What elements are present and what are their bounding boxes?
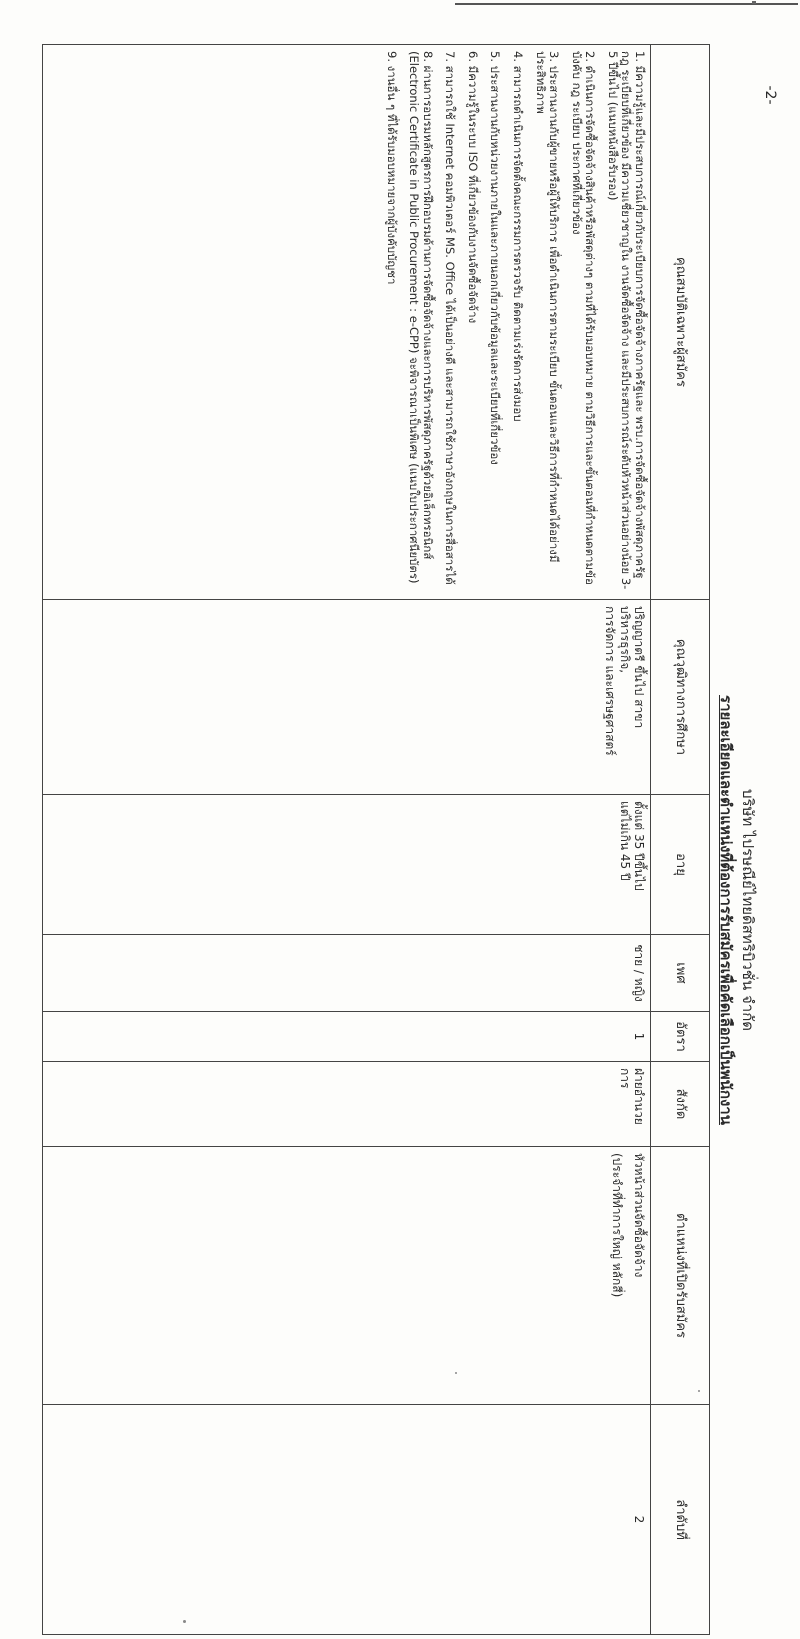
header-affiliation: สังกัด bbox=[651, 1062, 710, 1147]
header-education: คุณวุฒิทางการศึกษา bbox=[651, 600, 710, 795]
header-position: ตำแหน่งที่เปิดรับสมัคร bbox=[651, 1147, 710, 1405]
qualification-item: 3. ประสานงานกับผู้ขายหรือผู้ให้บริการ เพื่อดำเนินการตามระเบียบ ขั้นตอนและวิธีการที่กำหนดได้อย่างมีประสิทธิภาพ bbox=[533, 51, 562, 563]
position-location: (ประจำที่ทำการใหญ่ หลักสี่) bbox=[609, 1153, 624, 1298]
education-line: ปริญญาตรี ขึ้นไป สาขาบริหารธุรกิจ, bbox=[617, 606, 646, 729]
position-title: หัวหน้าส่วนจัดซื้อจัดจ้าง bbox=[632, 1153, 646, 1278]
gender-value: ชาย / หญิง bbox=[632, 944, 646, 1002]
qualification-item: 1. มีความรู้และมีประสบการณ์เกี่ยวกับระเบียบการจัดซื้อจัดจ้างภาครัฐและ พรบ.การจัดซื้อจัดจ้างพัสดุภาครัฐ กฎ ระเบียบที่เกี่ยวข้อง มีความเชี่ยวชาญใน งานจัดซื้อจัดจ้าง และมีประสบการณ์ระดับหัวหน้าส่วนอย่างน้อย 3-5 ปีขึ้นไป (แนบหนังสือรับรอง) bbox=[605, 51, 647, 590]
position-cell bbox=[43, 1147, 651, 1405]
table-row bbox=[43, 45, 651, 1635]
header-rate: อัตรา bbox=[651, 1012, 710, 1062]
order-cell bbox=[43, 1405, 651, 1635]
qualification-item: 4. สามารถดำเนินการจัดตั้งคณะกรรมการตรวจรับ ติดตามเร่งรัดการส่งมอบ bbox=[511, 51, 526, 422]
page-number: -2- bbox=[762, 85, 778, 105]
education-cell bbox=[43, 600, 651, 795]
age-line: ตั้งแต่ 35 ปีขึ้นไป bbox=[632, 801, 646, 891]
qualifications-cell bbox=[43, 45, 651, 600]
document-subtitle: รายละเอียดและตำแหน่งที่ต้องการรับสมัครเพื่อคัดเลือกเป็นพนักงาน bbox=[717, 695, 735, 1125]
age-cell bbox=[43, 795, 651, 935]
scan-speck bbox=[183, 1620, 186, 1623]
company-title: บริษัท ไปรษณีย์ไทยดิสทริบิวชั่น จำกัด bbox=[739, 788, 757, 1032]
order-value: 2 bbox=[632, 1515, 646, 1524]
affiliation-cell bbox=[43, 1062, 651, 1147]
rate-value: 1 bbox=[632, 1032, 646, 1041]
header-gender: เพศ bbox=[651, 935, 710, 1012]
qualification-item: 9. งานอื่น ๆ ที่ได้รับมอบหมายจากผู้บังคับบัญชา bbox=[384, 51, 399, 285]
table-header-row bbox=[651, 45, 710, 1635]
header-order: ลำดับที่ bbox=[651, 1405, 710, 1635]
header-age: อายุ bbox=[651, 795, 710, 935]
qualification-item: 8. ผ่านการอบรมหลักสูตรการฝึกอบรมด้านการจัดซื้อจัดจ้างและการบริหารพัสดุภาครัฐด้วยอิเล็กทรอนิกส์ (Electronic Certificate in Public Procurement : e-CPP) จะพิจารณาเป็นพิเศษ (แนบใบประกาศนียบัตร) bbox=[407, 51, 435, 584]
gender-cell bbox=[43, 935, 651, 1012]
affiliation-value: ฝ่ายอำนวยการ bbox=[617, 1068, 646, 1125]
education-line: การจัดการ และเศรษฐศาสตร์ bbox=[603, 606, 618, 756]
scan-speck bbox=[698, 1390, 700, 1392]
qualification-item: 2. ดำเนินการจัดซื้อจัดจ้างสินค้าหรือพัสดุต่างๆ ตามที่ได้รับมอบหมาย ตามวิธีการและขั้นตอนที่กำหนดตามข้อบังคับ กฎ ระเบียบ ประกาศที่เกี่ยวข้อง bbox=[569, 51, 598, 585]
age-line: แต่ไม่เกิน 45 ปี bbox=[617, 801, 632, 881]
recruitment-table bbox=[42, 44, 710, 1635]
qualification-item: 5. ประสานงานกับหน่วยงานภายในและภายนอกเกี่ยวกับข้อมูลและระเบียบที่เกี่ยวข้อง bbox=[488, 51, 503, 465]
header-qualifications: คุณสมบัติเฉพาะผู้สมัคร bbox=[651, 45, 710, 600]
scan-speck bbox=[455, 1372, 457, 1374]
rate-cell bbox=[43, 1012, 651, 1062]
qualification-item: 7. สามารถใช้ Internet คอมพิวเตอร์ MS. Office ได้เป็นอย่างดี และสามารถใช้ภาษาอังกฤษในการสื่อสารได้ bbox=[443, 51, 458, 585]
qualification-item: 6. มีความรู้ในระบบ ISO ที่เกี่ยวข้องกับงานจัดซื้อจัดจ้าง bbox=[465, 51, 480, 324]
